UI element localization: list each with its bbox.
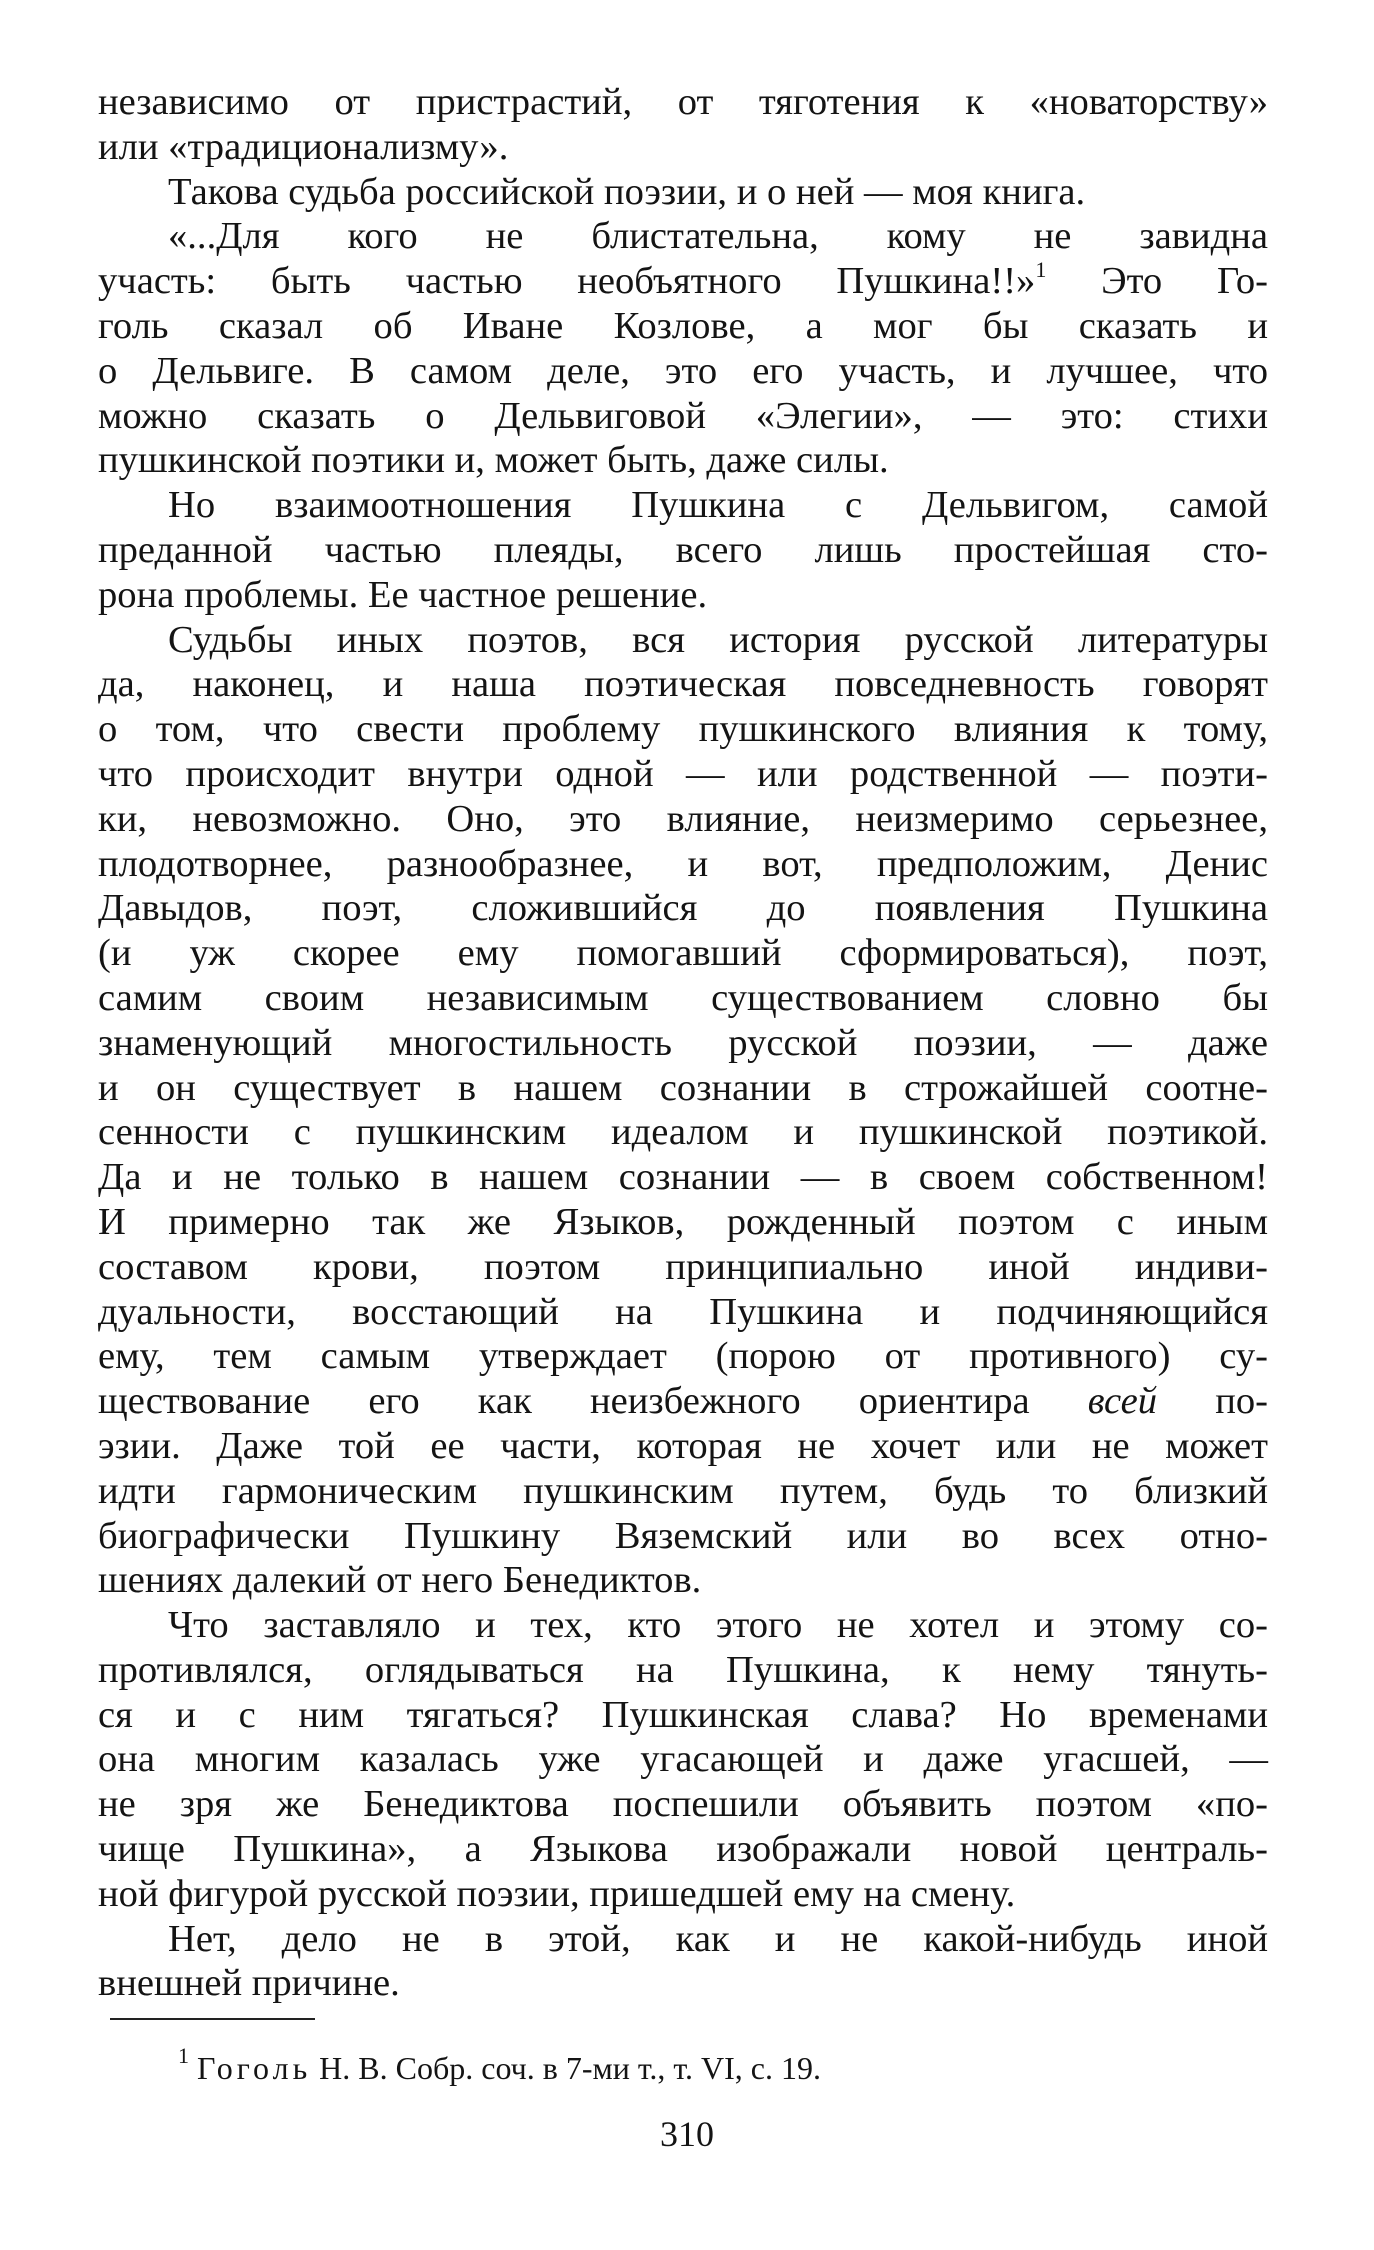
text-line: биографически Пушкину Вяземский или во всех отно- bbox=[98, 1514, 1268, 1557]
text-line: голь сказал об Иване Козлове, а мог бы сказать и bbox=[98, 304, 1268, 347]
text-line bbox=[98, 1379, 1268, 1424]
page-number: 310 bbox=[660, 2114, 714, 2154]
text-line: шениях далекий от него Бенедиктов. bbox=[98, 1559, 702, 1602]
text-line: пушкинской поэтики и, может быть, даже силы. bbox=[98, 439, 889, 482]
text-line: она многим казалась уже угасающей и даже угасшей, — bbox=[98, 1738, 1268, 1781]
footnote-divider bbox=[110, 2018, 315, 2020]
text-line: Да и не только в нашем сознании — в своем собственном! bbox=[98, 1156, 1268, 1199]
text-line: ной фигурой русской поэзии, пришедшей ему на смену. bbox=[98, 1872, 1016, 1915]
text-line: плодотворнее, разнообразнее, и вот, предположим, Денис bbox=[98, 842, 1268, 885]
text-line: преданной частью плеяды, всего лишь простейшая сто- bbox=[98, 528, 1268, 571]
text-line: и он существует в нашем сознании в строжайшей соотне- bbox=[98, 1066, 1268, 1109]
text-line: «...Для кого не блистательна, кому не завидна bbox=[168, 215, 1268, 258]
text-column bbox=[98, 80, 1268, 2006]
text-segment: участь: быть частью необъятного Пушкина!!» bbox=[98, 260, 1036, 303]
text-line bbox=[98, 259, 1268, 304]
text-line: не зря же Бенедиктова поспешили объявить поэтом «по- bbox=[98, 1783, 1268, 1826]
footnote bbox=[178, 2043, 821, 2088]
text-segment: по- bbox=[1157, 1380, 1268, 1423]
text-line: Такова судьба российской поэзии, и о ней — моя книга. bbox=[168, 170, 1086, 213]
text-line: независимо от пристрастий, от тяготения к «новаторству» bbox=[98, 81, 1268, 123]
text-line: дуальности, восстающий на Пушкина и подчиняющийся bbox=[98, 1290, 1268, 1333]
text-line: да, наконец, и наша поэтическая повседневность говорят bbox=[98, 663, 1268, 706]
text-line: о Дельвиге. В самом деле, это его участь, и лучшее, что bbox=[98, 349, 1268, 392]
footnote-marker: 1 bbox=[178, 2043, 189, 2068]
text-line: что происходит внутри одной — или родственной — поэти- bbox=[98, 752, 1268, 795]
text-line: Давыдов, поэт, сложившийся до появления Пушкина bbox=[98, 887, 1268, 930]
text-line: И примерно так же Языков, рожденный поэтом с иным bbox=[98, 1200, 1268, 1243]
text-line: сенности с пушкинским идеалом и пушкинской поэтикой. bbox=[98, 1111, 1268, 1154]
text-line: внешней причине. bbox=[98, 1962, 400, 2005]
text-line: ки, невозможно. Оно, это влияние, неизмеримо серьезнее, bbox=[98, 797, 1268, 840]
footnote-author: Гоголь bbox=[197, 2050, 312, 2086]
footnote-text: Н. В. Собр. соч. в 7-ми т., т. VI, с. 19. bbox=[311, 2050, 821, 2086]
text-line: можно сказать о Дельвиговой «Элегии», — это: стихи bbox=[98, 394, 1268, 437]
text-line: Но взаимоотношения Пушкина с Дельвигом, самой bbox=[168, 484, 1268, 527]
text-line: Судьбы иных поэтов, вся история русской литературы bbox=[168, 618, 1268, 661]
text-line: ему, тем самым утверждает (порою от противного) су- bbox=[98, 1335, 1268, 1378]
footnote-reference[interactable]: 1 bbox=[1035, 257, 1047, 283]
text-line: (и уж скорее ему помогавший сформироваться), поэт, bbox=[98, 932, 1268, 975]
text-line: составом крови, поэтом принципиально иной индиви- bbox=[98, 1245, 1268, 1288]
text-line: чище Пушкина», а Языкова изображали новой централь- bbox=[98, 1828, 1268, 1871]
page-body bbox=[98, 80, 1268, 2006]
text-line: о том, что свести проблему пушкинского влияния к тому, bbox=[98, 708, 1268, 751]
text-line: противлялся, оглядываться на Пушкина, к нему тянуть- bbox=[98, 1648, 1268, 1691]
text-line: Нет, дело не в этой, как и не какой-нибудь иной bbox=[168, 1917, 1268, 1960]
text-line: идти гармоническим пушкинским путем, будь то близкий bbox=[98, 1469, 1268, 1512]
text-line: или «традиционализму». bbox=[98, 125, 509, 168]
text-segment: Это Го- bbox=[1046, 260, 1268, 303]
text-segment: ществование его как неизбежного ориентира bbox=[98, 1380, 1088, 1423]
text-line: Что заставляло и тех, кто этого не хотел и этому со- bbox=[168, 1604, 1268, 1647]
italic-emphasis: всей bbox=[1087, 1380, 1158, 1423]
text-line: знаменующий многостильность русской поэзии, — даже bbox=[98, 1021, 1268, 1064]
text-line: эзии. Даже той ее части, которая не хочет или не может bbox=[98, 1424, 1268, 1467]
text-line: рона проблемы. Ее частное решение. bbox=[98, 573, 708, 616]
text-line: ся и с ним тягаться? Пушкинская слава? Но временами bbox=[98, 1693, 1268, 1736]
text-line: самим своим независимым существованием словно бы bbox=[98, 976, 1268, 1019]
